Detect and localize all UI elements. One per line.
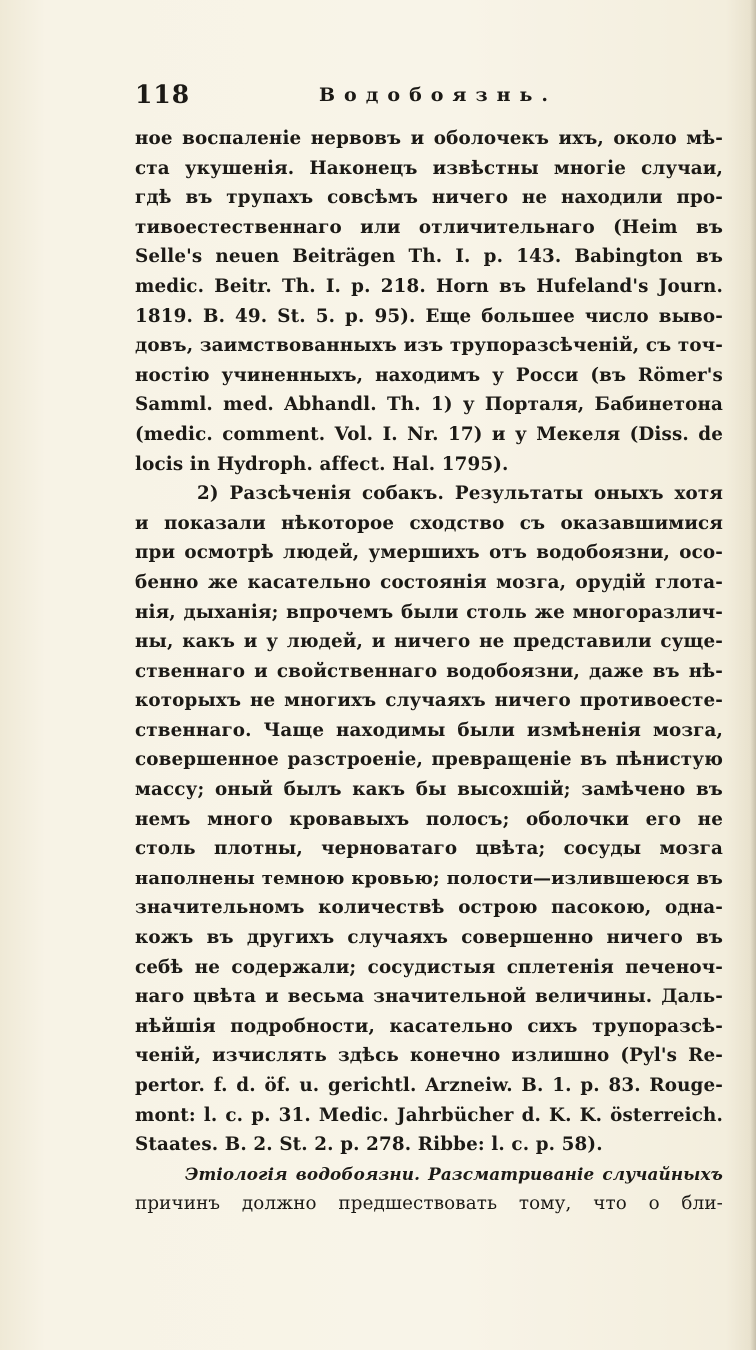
page-header	[135, 80, 695, 120]
text-line: немъ много кровавыхъ полосъ; оболочки его не	[135, 808, 723, 830]
text-line: причинъ должно предшествовать тому, что о бли-	[135, 1193, 723, 1215]
text-line: ное воспаленіе нервовъ и оболочекъ ихъ, около мѣ-	[135, 128, 723, 149]
text-line: ченій, изчислять здѣсь конечно излишно (Pyl's Re-	[135, 1045, 723, 1067]
running-title: Водобоязнь.	[319, 84, 557, 106]
text-line: при осмотрѣ людей, умершихъ отъ водобоязни, осо-	[135, 542, 723, 564]
text-line: нія, дыханія; впрочемъ были столь же многоразлич-	[135, 601, 723, 623]
text-line: ственнаго и свойственнаго водобоязни, даже въ нѣ-	[135, 660, 723, 682]
text-line: кожъ въ другихъ случаяхъ совершенно ничего въ	[135, 927, 723, 949]
text-line: массу; оный былъ какъ бы высохшій; замѣчено въ	[135, 779, 723, 801]
text-line: бенно же касательно состоянія мозга, орудій глота-	[135, 571, 723, 593]
text-line: нѣйшія подробности, касательно сихъ трупоразсѣ-	[135, 1015, 723, 1037]
text-line: 1819. B. 49. St. 5. p. 95). Еще большее число выво-	[135, 305, 723, 327]
text-line: mont: l. c. p. 31. Medic. Jahrbücher d. K. K. österreich.	[135, 1104, 723, 1126]
text-line: medic. Beitr. Th. I. p. 218. Horn въ Hufeland's Journ.	[135, 275, 723, 297]
text-line: Samml. med. Abhandl. Th. 1) у Порталя, Бабинетона	[135, 394, 723, 416]
text-line: pertor. f. d. öf. u. gerichtl. Arzneiw. B. 1. p. 83. Rouge-	[135, 1075, 723, 1096]
text-line: наго цвѣта и весьма значительной величины. Даль-	[135, 986, 723, 1008]
text-line: довъ, заимствованныхъ изъ трупоразсѣченій, съ точ-	[135, 335, 723, 357]
text-line: locis in Hydroph. affect. Hal. 1795).	[135, 453, 509, 475]
text-line: ственнаго. Чаще находимы были измѣненія мозга,	[135, 719, 723, 741]
text-line: которыхъ не многихъ случаяхъ ничего противоесте-	[135, 690, 723, 712]
body-text	[135, 124, 723, 1219]
text-line: и показали нѣкоторое сходство съ оказавшимися	[135, 512, 723, 534]
text-line: Selle's neuen Beiträgen Th. I. p. 143. Babington въ	[135, 246, 723, 268]
text-line: Staates. B. 2. St. 2. p. 278. Ribbe: l. c. p. 58).	[135, 1134, 603, 1156]
text-line: тивоестественнаго или отличительнаго (Heim въ	[135, 216, 723, 238]
text-line: Этіологія водобоязни. Разсматриваніе случайныхъ	[185, 1163, 723, 1184]
text-line: (medic. comment. Vol. I. Nr. 17) и у Мекеля (Diss. de	[135, 423, 723, 445]
text-line: гдѣ въ трупахъ совсѣмъ ничего не находили про-	[135, 187, 723, 209]
text-line: столь плотны, черноватаго цвѣта; сосуды мозга	[135, 838, 723, 860]
text-line: значительномъ количествѣ острою пасокою, одна-	[135, 897, 723, 919]
text-line: ста укушенія. Наконецъ извѣстны многіе случаи,	[135, 157, 723, 179]
text-line: ны, какъ и у людей, и ничего не представили суще-	[135, 631, 723, 653]
text-line: ностію учиненныхъ, находимъ у Росси (въ Römer's	[135, 364, 723, 386]
text-line: себѣ не содержали; сосудистыя сплетенія печеноч-	[135, 956, 723, 978]
text-line: совершенное разстроеніе, превращеніе въ пѣнистую	[135, 749, 723, 771]
page-number: 118	[135, 80, 191, 109]
page-edge-shadow	[750, 0, 756, 1350]
text-line: 2) Разсѣченія собакъ. Результаты оныхъ хотя	[197, 483, 723, 505]
text-line: наполнены темною кровью; полости—излившеюся въ	[135, 867, 723, 889]
